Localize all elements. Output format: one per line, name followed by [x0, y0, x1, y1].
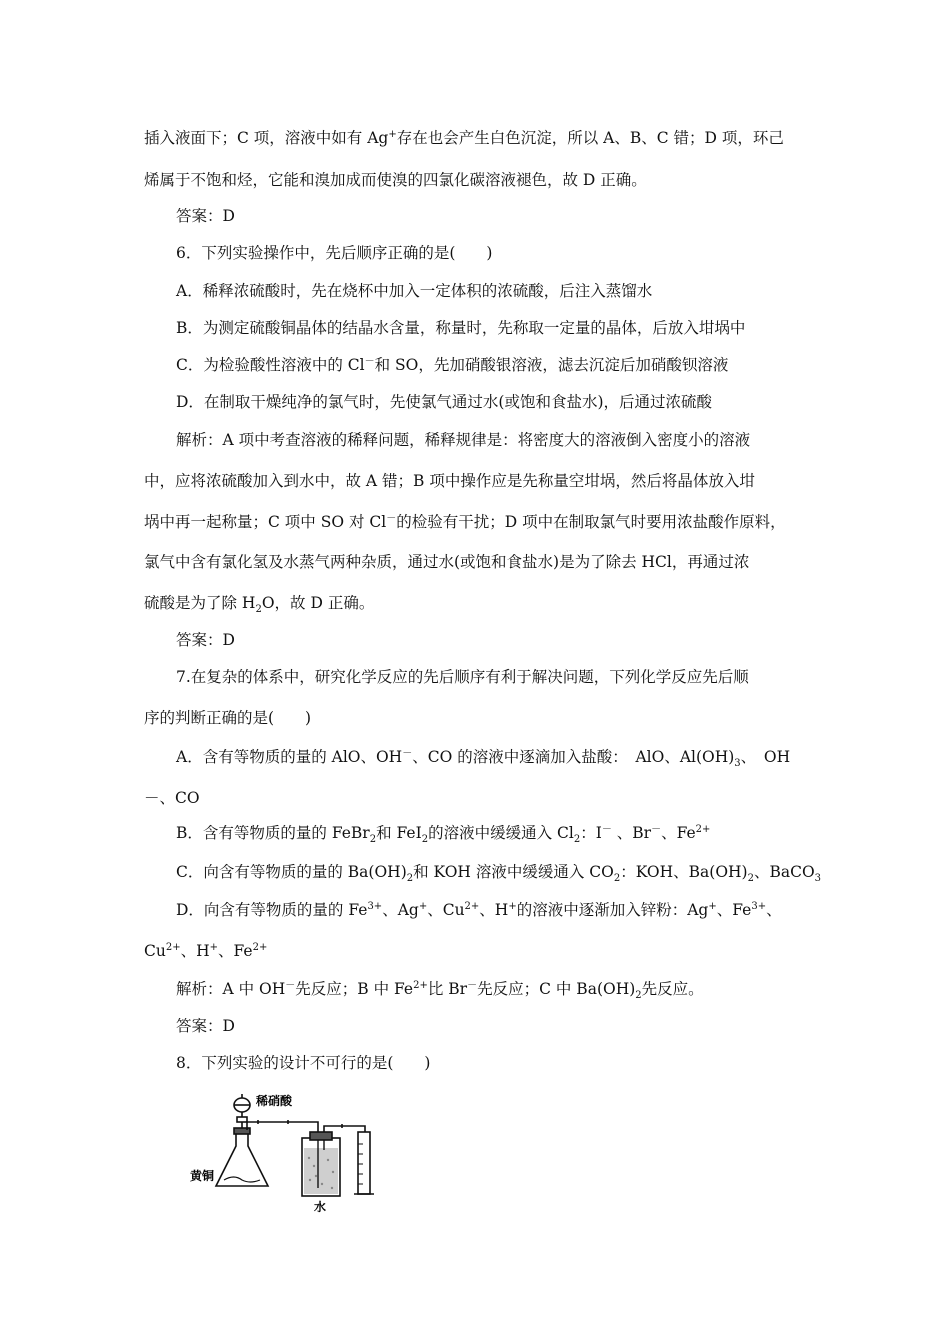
tubing [247, 1120, 365, 1136]
question-6-stem: 6．下列实验操作中，先后顺序正确的是( ) [176, 244, 493, 262]
question-8-stem: 8．下列实验的设计不可行的是( ) [176, 1054, 431, 1072]
text-line-1: 插入液面下；C 项，溶液中如有 Ag+存在也会产生白色沉淀，所以 A、B、C 错；D 项，环己 [144, 128, 784, 147]
answer-7: 答案：D [176, 1017, 235, 1035]
water-bottle [302, 1132, 340, 1196]
question-7-analysis: 解析：A 中 OH－先反应；B 中 $Fe^{2+}$比 Br－先反应；C 中 $Ba(OH)_2$先反应。 [176, 979, 704, 1002]
question-6-analysis-1: 解析：A 项中考查溶液的稀释问题，稀释规律是：将密度大的溶液倒入密度小的溶液 [176, 431, 751, 449]
question-6-analysis-2: 中，应将浓硫酸加入到水中，故 A 错；B 项中操作应是先称量空坩埚，然后将晶体放入坩 [144, 472, 755, 490]
question-6-option-d: D．在制取干燥纯净的氯气时，先使氯气通过水(或饱和食盐水)，后通过浓硫酸 [176, 393, 713, 411]
question-7-stem-1: 7.在复杂的体系中，研究化学反应的先后顺序有利于解决问题，下列化学反应先后顺 [176, 668, 749, 686]
measuring-cylinder [354, 1132, 374, 1194]
question-6-option-a: A．稀释浓硫酸时，先在烧杯中加入一定体积的浓硫酸，后注入蒸馏水 [176, 282, 653, 300]
question-7-option-a: A．含有等物质的量的 AlO、OH－、CO 的溶液中逐滴加入盐酸： AlO、$Al(OH)_3$、 OH [176, 747, 791, 770]
question-6-analysis-3: 埚中再一起称量；C 项中 SO 对 Cl－的检验有干扰；D 项中在制取氯气时要用浓盐酸作原料， [144, 512, 786, 531]
question-6-option-b: B．为测定硫酸铜晶体的结晶水含量，称量时，先称取一定量的晶体，后放入坩埚中 [176, 319, 746, 337]
question-7-option-d: D．向含有等物质的量的 $Fe^{3+}$、Ag+、$Cu^{2+}$、H+的溶液中逐渐加入锌粉：Ag+、$Fe^{3+}$、 [176, 900, 782, 919]
question-6-analysis-4: 氯气中含有氯化氢及水蒸气两种杂质，通过水(或饱和食盐水)是为了除去 HCl，再通过浓 [144, 553, 750, 571]
question-7-stem-2: 序的判断正确的是( ) [144, 709, 312, 727]
label-water: 水 [314, 1200, 327, 1213]
answer-5: 答案：D [176, 207, 235, 225]
conical-flask [216, 1128, 268, 1186]
question-7-option-a-cont: －、CO [144, 789, 200, 807]
question-6-option-c: C．为检验酸性溶液中的 Cl－和 SO，先加硝酸银溶液，滤去沉淀后加硝酸钡溶液 [176, 355, 729, 374]
text-line-2: 烯属于不饱和烃，它能和溴加成而使溴的四氯化碳溶液褪色，故 D 正确。 [144, 171, 647, 189]
label-dilute-nitric-acid: 稀硝酸 [256, 1094, 293, 1108]
question-7-option-b: B．含有等物质的量的 FeBr$_2$和 FeI$_2$的溶液中缓缓通入 $Cl_2$：I－ 、Br－、$Fe^{2+}$ [176, 823, 711, 846]
apparatus-diagram [190, 1088, 390, 1213]
question-6-analysis-5: 硫酸是为了除 $H_2O$，故 D 正确。 [144, 594, 375, 616]
answer-6: 答案：D [176, 631, 235, 649]
label-brass: 黄铜 [190, 1169, 215, 1183]
apparatus-svg [190, 1088, 390, 1213]
question-7-option-c: C．向含有等物质的量的 $Ba(OH)_2$和 KOH 溶液中缓缓通入 $CO_2$：KOH、$Ba(OH)_2$、BaCO$_3$ [176, 863, 822, 885]
question-7-option-d-cont: $Cu^{2+}$、H+、$Fe^{2+}$ [144, 941, 268, 960]
